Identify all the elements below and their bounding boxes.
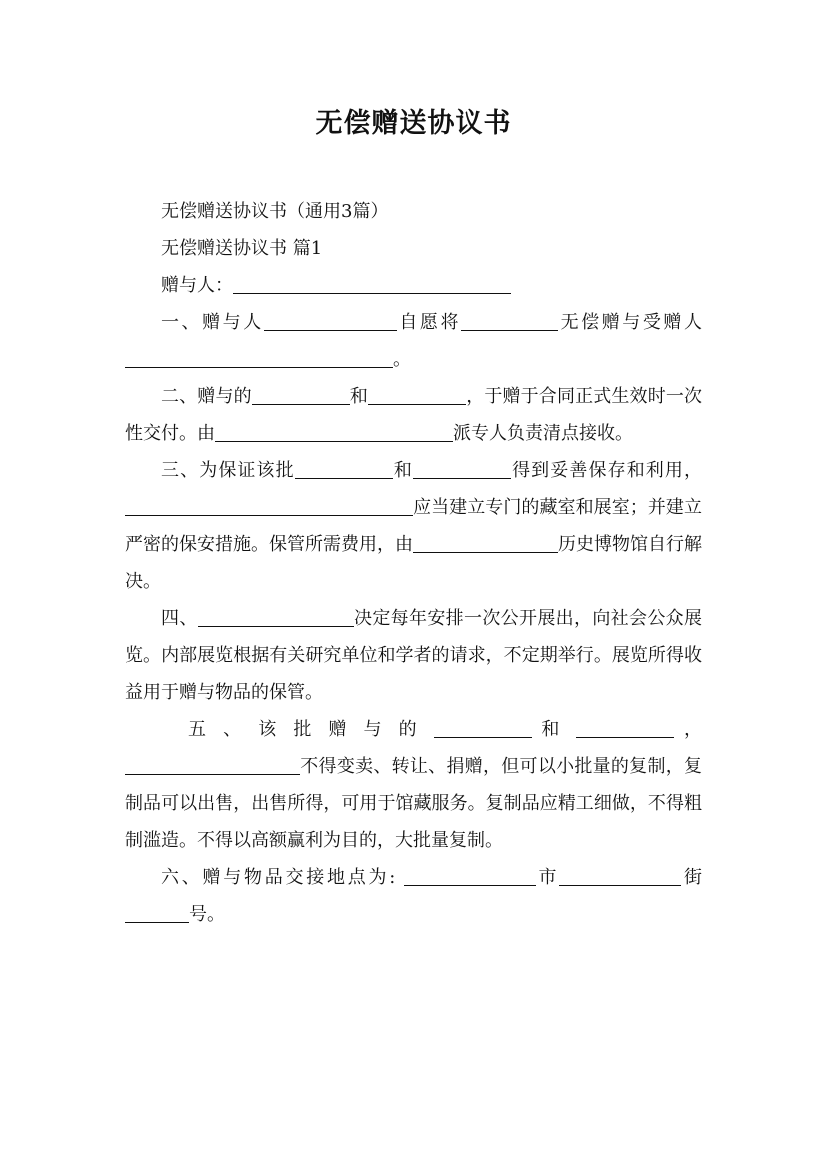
clause-3-blank-museum [413, 534, 558, 553]
clause-4-text-a: 四、 [161, 608, 198, 629]
clause-5-blank-party [125, 756, 300, 775]
clause-6 [125, 859, 702, 933]
clause-6-text-a: 六、赠与物品交接地点为: [161, 867, 404, 888]
clause-6-blank-location [404, 867, 536, 886]
clause-2-blank-item-b [368, 386, 466, 405]
clause-4 [125, 600, 702, 711]
donor-label: 赠与人： [161, 275, 233, 296]
clause-3-text-d: 应当建立专门的藏室和展室；并建立严密的保安措施。保管所需费用，由 [125, 497, 702, 555]
clause-1-text-d: 。 [393, 349, 411, 370]
clause-2-text-a: 二、赠与的 [161, 386, 252, 407]
clause-5-blank-item-a [434, 719, 532, 738]
clause-3-blank-item-b [413, 460, 511, 479]
clause-3-blank-item-a [295, 460, 393, 479]
clause-1-text-b: 自愿将 [396, 312, 462, 333]
clause-3-text-e: 历史博物馆自行解决。 [125, 534, 702, 592]
clause-6-text-d: 号。 [189, 904, 225, 925]
clause-3-text-c: 得到妥善保存和利用， [510, 460, 703, 481]
clause-5-blank-item-b [576, 719, 674, 738]
document-body [125, 193, 702, 933]
section-heading: 无偿赠送协议书 篇1 [161, 238, 323, 259]
clause-1-blank-recipient [125, 349, 393, 368]
document-title: 无偿赠送协议书 [315, 108, 512, 139]
clause-2-blank-receiver [215, 423, 453, 442]
clause-2-text-b: 和 [349, 386, 369, 407]
clause-5-text-d: 不得变卖、转让、捐赠，但可以小批量的复制，复制品可以出售，出售所得，可用于馆藏服务。复制品应精工细做，不得粗制滥造。不得以高额赢利为目的，大批量复制。 [125, 756, 702, 851]
clause-2-text-c: ，于赠于合同正式生效时一次性交付。由 [125, 386, 703, 444]
clause-3-text-a: 三、为保证该批 [161, 460, 295, 481]
clause-1 [125, 304, 702, 378]
clause-6-text-b: 市 [535, 867, 560, 888]
clause-5-text-b: 和 [531, 719, 577, 740]
clause-3 [125, 452, 702, 600]
clause-2 [125, 378, 702, 452]
clause-5-text-a: 五、该批赠与的 [188, 719, 434, 740]
clause-4-blank-party [198, 608, 354, 627]
clause-6-blank-city [559, 867, 681, 886]
clause-1-text-c: 无偿赠与受赠人 [558, 312, 702, 333]
clause-6-blank-street [125, 904, 189, 923]
clause-1-blank-item [461, 312, 558, 331]
clause-6-text-c: 街 [681, 867, 702, 888]
clause-1-blank-donor [264, 312, 397, 331]
clause-4-text-b: 决定每年安排一次公开展出，向社会公众展览。内部展览根据有关研究单位和学者的请求，不定期举行。展览所得收益用于赠与物品的保管。 [125, 608, 703, 703]
donor-line [125, 267, 702, 304]
clause-2-blank-item-a [252, 386, 350, 405]
clause-5 [125, 711, 702, 859]
donor-name-blank [233, 275, 511, 294]
clause-3-text-b: 和 [392, 460, 413, 481]
clause-3-blank-party [125, 497, 413, 516]
document-subtitle: 无偿赠送协议书（通用3篇） [161, 201, 389, 222]
clause-5-text-c: ， [674, 719, 703, 740]
clause-2-text-d: 派专人负责清点接收。 [453, 423, 633, 444]
clause-1-text-a: 一、赠与人 [161, 312, 264, 333]
